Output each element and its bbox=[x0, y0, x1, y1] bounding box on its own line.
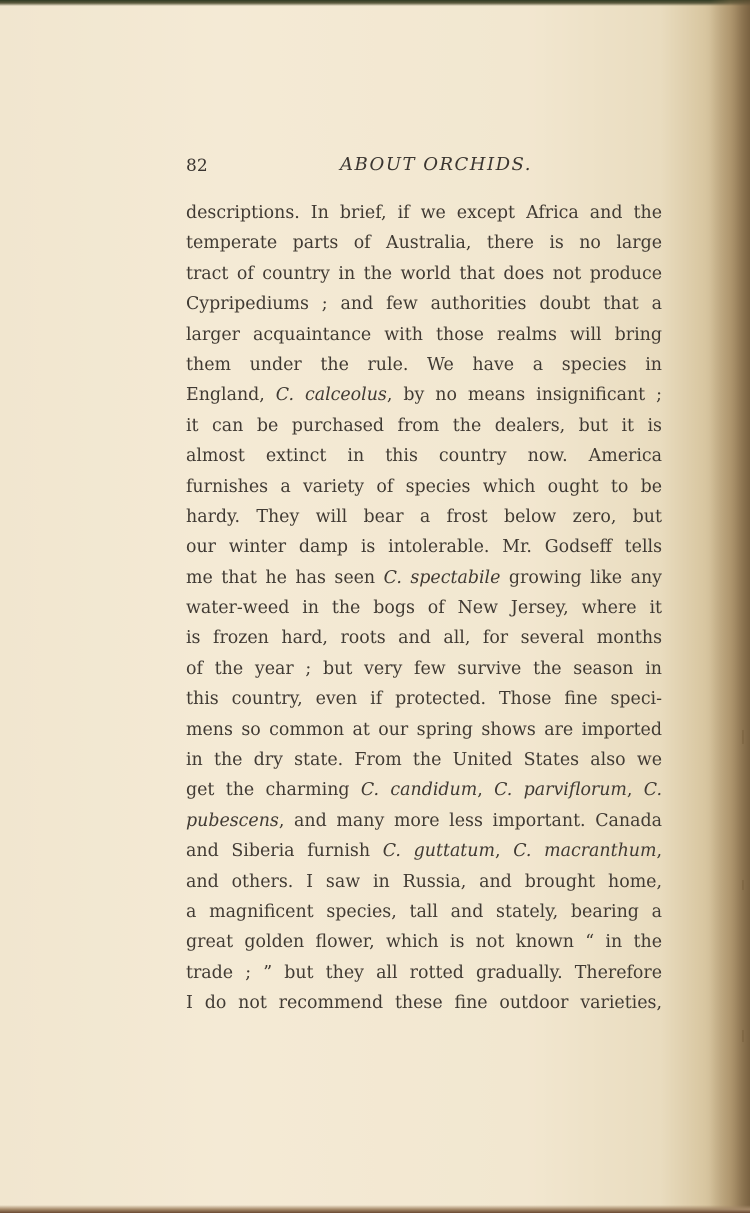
text-run: Cypripediums ; and few authorities doubt that a bbox=[186, 294, 662, 315]
text-run: mens so common at our spring shows are imported bbox=[186, 719, 662, 740]
text-run: a magnificent species, tall and stately, bearing a bbox=[186, 901, 662, 922]
text-run: , bbox=[626, 780, 644, 801]
text-line bbox=[186, 320, 662, 350]
text-run: growing like any bbox=[500, 567, 662, 588]
text-line bbox=[186, 775, 662, 805]
text-line bbox=[186, 259, 662, 289]
italic-text: pubescens bbox=[186, 810, 279, 831]
text-run: descriptions. In brief, if we except Africa and the bbox=[186, 203, 662, 223]
text-run: , bbox=[477, 780, 495, 801]
text-line bbox=[186, 411, 662, 441]
running-title: ABOUT ORCHIDS. bbox=[340, 154, 532, 175]
italic-text: C. candidum bbox=[360, 780, 478, 801]
text-line bbox=[186, 745, 662, 775]
text-run: this country, even if protected. Those fine speci- bbox=[186, 689, 662, 710]
text-line bbox=[186, 958, 662, 988]
text-run: , bbox=[495, 841, 514, 862]
page-number: 82 bbox=[186, 156, 208, 176]
text-run: hardy. They will bear a frost below zero, but bbox=[186, 506, 662, 527]
page-edge-mark bbox=[742, 1030, 744, 1042]
running-head bbox=[186, 154, 660, 184]
text-line bbox=[186, 654, 662, 684]
text-line bbox=[186, 623, 662, 653]
text-run: is frozen hard, roots and all, for several months bbox=[186, 628, 662, 649]
text-run: , and many more less important. Canada bbox=[278, 810, 662, 831]
text-run: them under the rule. We have a species in bbox=[186, 354, 662, 375]
text-run: , by no means insignificant ; bbox=[386, 385, 662, 406]
text-line bbox=[186, 927, 662, 957]
text-run: our winter damp is intolerable. Mr. Godseff tells bbox=[186, 537, 662, 558]
italic-text: C. calceolus bbox=[275, 385, 387, 406]
text-line bbox=[186, 472, 662, 502]
text-line bbox=[186, 684, 662, 714]
text-run: temperate parts of Australia, there is no large bbox=[186, 233, 662, 254]
text-run: tract of country in the world that does not produce bbox=[186, 263, 662, 284]
page-edge-mark bbox=[742, 730, 744, 744]
text-run: great golden flower, which is not known “ in the bbox=[186, 932, 662, 953]
text-run: and Siberia furnish bbox=[186, 841, 383, 862]
text-run: it can be purchased from the dealers, but it is bbox=[186, 415, 662, 436]
text-run: of the year ; but very few survive the season in bbox=[186, 658, 662, 679]
text-line bbox=[186, 563, 662, 593]
text-run: , bbox=[656, 841, 663, 862]
text-line bbox=[186, 897, 662, 927]
body-text bbox=[186, 198, 662, 1019]
text-run: get the charming bbox=[186, 780, 361, 801]
page-top-edge bbox=[0, 0, 750, 6]
italic-text: C. parviflorum bbox=[494, 780, 627, 801]
text-line bbox=[186, 532, 662, 562]
text-line bbox=[186, 988, 662, 1018]
page-bottom-edge bbox=[0, 1205, 750, 1213]
italic-text: C. bbox=[643, 780, 662, 801]
text-line bbox=[186, 350, 662, 380]
text-line bbox=[186, 715, 662, 745]
text-line bbox=[186, 593, 662, 623]
text-run: in the dry state. From the United States also we bbox=[186, 750, 662, 771]
italic-text: C. spectabile bbox=[383, 567, 501, 588]
italic-text: C. macranthum bbox=[513, 841, 657, 862]
text-run: and others. I saw in Russia, and brought home, bbox=[186, 871, 662, 892]
page-edge-shadow bbox=[710, 0, 750, 1213]
text-line bbox=[186, 441, 662, 471]
text-run: trade ; ” but they all rotted gradually. Therefore bbox=[186, 962, 662, 983]
text-run: furnishes a variety of species which ought to be bbox=[186, 476, 662, 497]
text-run: I do not recommend these fine outdoor varieties, bbox=[186, 993, 662, 1014]
text-line bbox=[186, 289, 662, 319]
text-run: England, bbox=[186, 385, 276, 406]
text-line bbox=[186, 198, 662, 228]
text-run: almost extinct in this country now. America bbox=[186, 446, 662, 467]
text-run: larger acquaintance with those realms will bring bbox=[186, 324, 662, 345]
text-line bbox=[186, 806, 662, 836]
text-line bbox=[186, 380, 662, 410]
text-line bbox=[186, 502, 662, 532]
page-edge-mark bbox=[742, 880, 744, 890]
text-line bbox=[186, 836, 662, 866]
italic-text: C. guttatum bbox=[382, 841, 495, 862]
text-line bbox=[186, 867, 662, 897]
text-run: me that he has seen bbox=[186, 567, 384, 588]
text-run: water-weed in the bogs of New Jersey, where it bbox=[186, 598, 662, 619]
text-line bbox=[186, 228, 662, 258]
